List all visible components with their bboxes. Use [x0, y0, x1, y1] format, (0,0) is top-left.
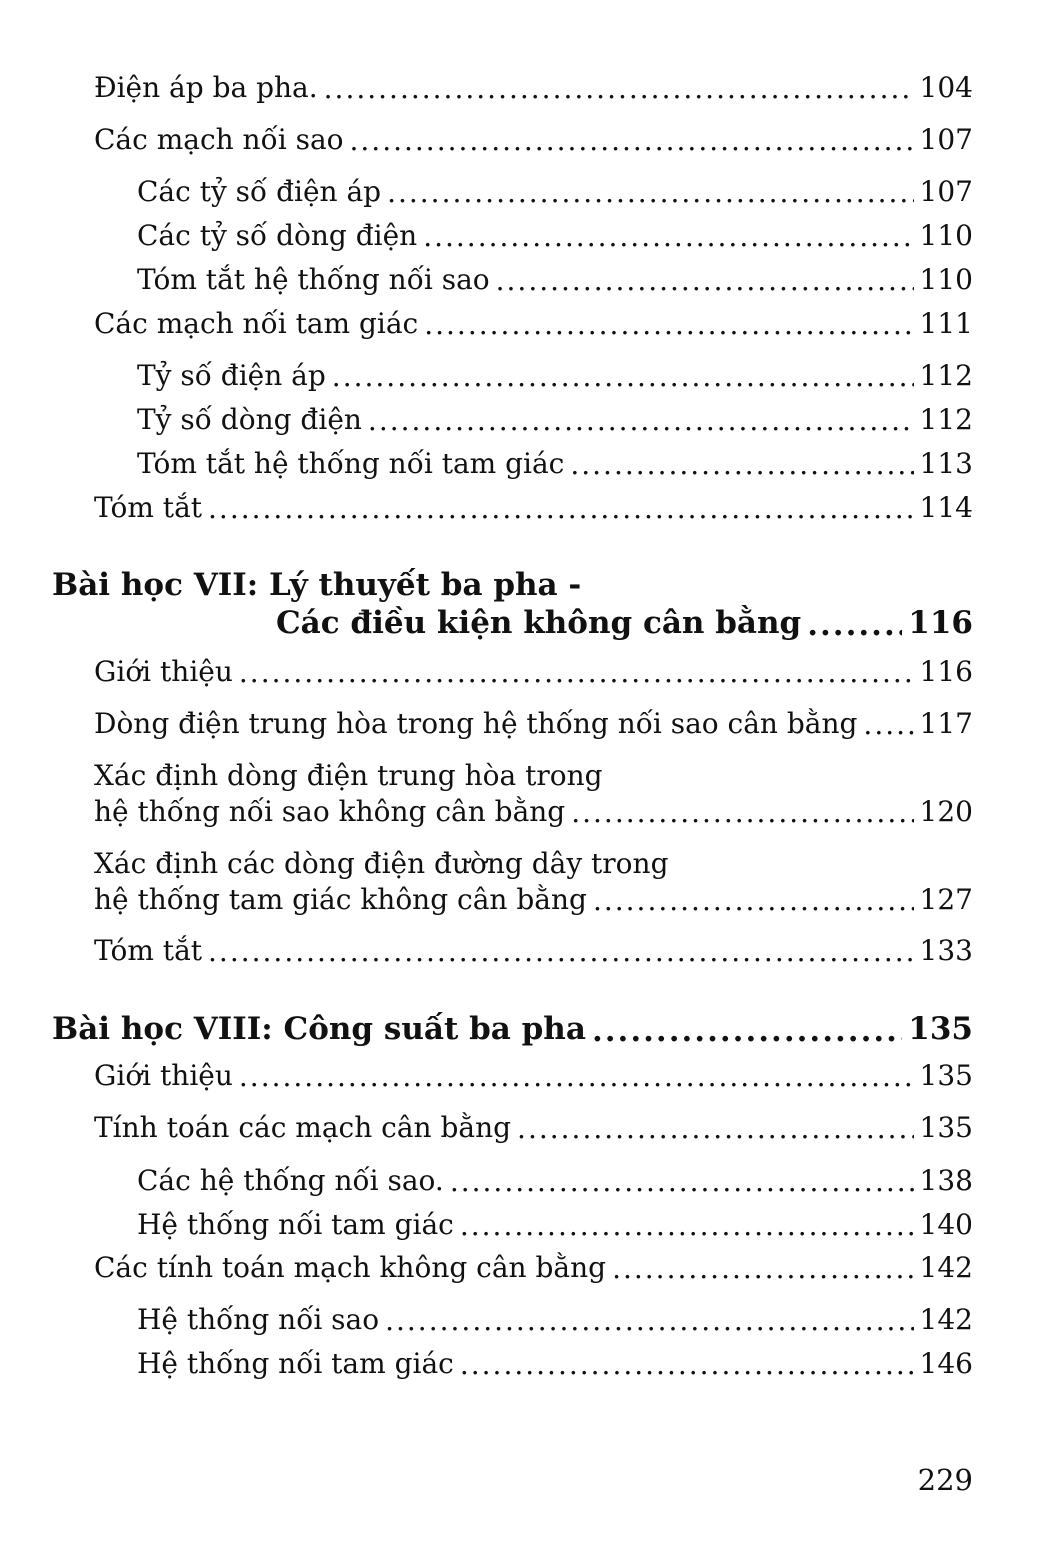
toc-subentry[interactable] [137, 1163, 973, 1199]
toc-entry-title-cont: hệ thống tam giác không cân bằng [94, 883, 587, 916]
lesson-title: Bài học VII: Lý thuyết ba pha - [52, 567, 582, 603]
toc-entry[interactable] [94, 654, 973, 690]
toc-entry-title: Hệ thống nối sao [137, 1303, 380, 1336]
dot-leader [332, 363, 914, 391]
toc-entry-title-cont: hệ thống nối sao không cân bằng [94, 795, 566, 828]
dot-leader [612, 1255, 913, 1283]
toc-entry-multiline[interactable] [94, 846, 973, 918]
toc-entry-title: Tỷ số dòng điện [137, 403, 362, 436]
toc-entry-page: 135 [919, 1111, 973, 1144]
toc-entry[interactable] [94, 1250, 973, 1286]
toc-entry-page: 107 [919, 123, 973, 156]
toc-entry-title: Điện áp ba pha. [94, 71, 318, 104]
lesson-heading-viii[interactable] [52, 1010, 973, 1048]
dot-leader [570, 451, 913, 479]
toc-subentry[interactable] [137, 262, 973, 298]
toc-entry-page: 140 [919, 1208, 973, 1241]
toc-entry-multiline[interactable] [94, 758, 973, 830]
toc-entry-page: 146 [919, 1347, 973, 1380]
toc-entry-title: Các hệ thống nối sao. [137, 1164, 444, 1197]
toc-entry-title: Xác định các dòng điện đường dây trong [94, 847, 669, 880]
lesson-title-line-1 [52, 566, 973, 604]
toc-entry-page: 133 [919, 934, 973, 967]
dot-leader [387, 179, 913, 207]
toc-subentry[interactable] [137, 218, 973, 254]
lesson-page: 135 [908, 1011, 973, 1047]
toc-entry-title: Dòng điện trung hòa trong hệ thống nối sao cân bằng [94, 707, 858, 740]
toc-entry[interactable] [94, 1058, 973, 1094]
toc-entry-title: Các mạch nối tam giác [94, 307, 419, 340]
toc-entry-page: 114 [919, 491, 973, 524]
toc-subentry[interactable] [137, 1346, 973, 1382]
toc-subentry[interactable] [137, 446, 973, 482]
toc-entry[interactable] [94, 706, 973, 742]
dot-leader [208, 938, 914, 966]
toc-entry-title: Các tỷ số điện áp [137, 175, 382, 208]
toc-entry-title: Các tính toán mạch không cân bằng [94, 1251, 607, 1284]
toc-entry-page: 104 [919, 71, 973, 104]
toc-entry-page: 112 [919, 403, 973, 436]
dot-leader [424, 311, 913, 339]
toc-entry-page: 127 [919, 883, 973, 916]
toc-entry-page: 120 [919, 795, 973, 828]
toc-entry-page: 110 [919, 219, 973, 252]
dot-leader [423, 223, 913, 251]
toc-entry-page: 142 [919, 1251, 973, 1284]
toc-entry-page: 142 [919, 1303, 973, 1336]
toc-entry-title: Các mạch nối sao [94, 123, 344, 156]
dot-leader [496, 267, 914, 295]
toc-entry-title: Hệ thống nối tam giác [137, 1347, 454, 1380]
toc-entry[interactable] [94, 122, 973, 158]
lesson-title-cont: Các điều kiện không cân bằng [276, 605, 802, 641]
toc-subentry[interactable] [137, 358, 973, 394]
dot-leader [571, 799, 913, 827]
dot-leader [863, 711, 913, 739]
toc-entry-title: Giới thiệu [94, 655, 233, 688]
lesson-page: 116 [908, 605, 973, 641]
toc-entry-title: Tỷ số điện áp [137, 359, 326, 392]
toc-entry-title: Tính toán các mạch cân bằng [94, 1111, 512, 1144]
lesson-title: Bài học VIII: Công suất ba pha [52, 1011, 586, 1047]
toc-entry[interactable] [94, 306, 973, 342]
dot-leader [593, 887, 914, 915]
dot-leader [592, 1016, 902, 1047]
toc-entry-title: Xác định dòng điện trung hòa trong [94, 759, 603, 792]
toc-entry-title: Tóm tắt hệ thống nối tam giác [137, 447, 565, 480]
toc-entry-page: 107 [919, 175, 973, 208]
dot-leader [450, 1168, 914, 1196]
dot-leader [208, 495, 914, 523]
toc-entry-page: 138 [919, 1164, 973, 1197]
toc-subentry[interactable] [137, 1207, 973, 1243]
toc-entry[interactable] [94, 70, 973, 106]
dot-leader [460, 1351, 914, 1379]
toc-entry-title: Các tỷ số dòng điện [137, 219, 418, 252]
lesson-title-line-2 [52, 604, 973, 642]
toc-entry-page: 112 [919, 359, 973, 392]
dot-leader [807, 610, 902, 641]
toc-entry[interactable] [94, 933, 973, 969]
dot-leader [239, 659, 914, 687]
toc-entry-title: Tóm tắt [94, 491, 203, 524]
dot-leader [350, 127, 914, 155]
toc-subentry[interactable] [137, 1302, 973, 1338]
toc-entry-page: 135 [919, 1059, 973, 1092]
dot-leader [517, 1115, 914, 1143]
dot-leader [239, 1063, 914, 1091]
toc-entry-page: 111 [919, 307, 973, 340]
toc-entry[interactable] [94, 1110, 973, 1146]
toc-entry-page: 113 [919, 447, 973, 480]
dot-leader [368, 407, 914, 435]
dot-leader [324, 75, 914, 103]
dot-leader [460, 1212, 914, 1240]
toc-subentry[interactable] [137, 174, 973, 210]
toc-entry-title: Hệ thống nối tam giác [137, 1208, 454, 1241]
lesson-heading-vii[interactable] [52, 566, 973, 642]
toc-entry[interactable] [94, 490, 973, 526]
toc-entry-page: 110 [919, 263, 973, 296]
toc-subentry[interactable] [137, 402, 973, 438]
toc-entry-page: 117 [919, 707, 973, 740]
dot-leader [385, 1307, 913, 1335]
toc-entry-title: Giới thiệu [94, 1059, 233, 1092]
toc-entry-title: Tóm tắt hệ thống nối sao [137, 263, 490, 296]
toc-entry-page: 116 [919, 655, 973, 688]
toc-entry-title: Tóm tắt [94, 934, 203, 967]
page-number: 229 [917, 1463, 973, 1497]
